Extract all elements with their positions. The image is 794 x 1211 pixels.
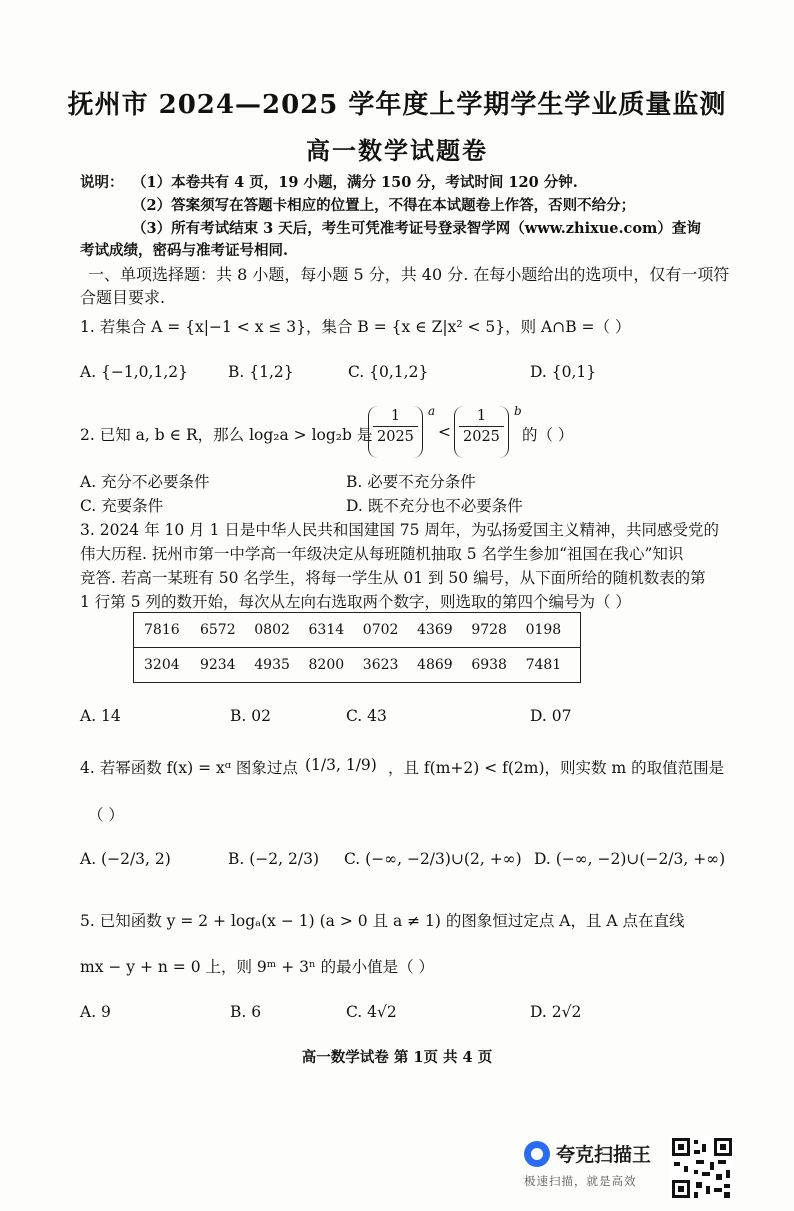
question-stem: 2. 已知 a, b ∈ R，那么 log₂a > log₂b 是 xyxy=(80,426,373,444)
scanner-brand: 夸克扫描王 xyxy=(556,1144,652,1166)
table-row xyxy=(134,648,581,683)
question-line: 5. 已知函数 y = 2 + logₐ(x − 1) (a > 0 且 a ≠ 1) 的图象恒过定点 A，且 A 点在直线 xyxy=(80,912,685,930)
answer-paren: （ ） xyxy=(88,806,124,824)
option-c: C. 43 xyxy=(346,707,387,725)
exponent-b: b xyxy=(514,404,522,418)
option-b: B. {1,2} xyxy=(228,363,294,381)
table-cell: 9728 xyxy=(471,613,525,648)
fraction-b xyxy=(454,406,509,458)
table-cell: 6314 xyxy=(309,613,363,648)
table-cell: 0802 xyxy=(254,613,308,648)
random-number-table xyxy=(133,612,581,683)
page-footer: 高一数学试卷 第 1页 共 4 页 xyxy=(301,1049,493,1066)
question-line: 竞答. 若高一某班有 50 名学生，将每一学生从 01 到 50 编号，从下面所给的随机数表的第 xyxy=(80,569,706,587)
option-a: A. 14 xyxy=(80,707,121,725)
instruction-4: 考试成绩，密码与准考证号相同. xyxy=(80,242,289,259)
question-line: mx − y + n = 0 上，则 9ᵐ + 3ⁿ 的最小值是（ ） xyxy=(80,958,435,976)
option-a: A. (−2/3, 2) xyxy=(80,850,171,868)
option-a: A. 充分不必要条件 xyxy=(80,473,210,491)
table-cell: 4369 xyxy=(417,613,471,648)
question-line: 1 行第 5 列的数开始，每次从左向右选取两个数字，则选取的第四个编号为（ ） xyxy=(80,593,631,611)
section-heading-cont: 合题目要求. xyxy=(80,288,166,307)
option-c: C. {0,1,2} xyxy=(348,363,429,381)
table-cell: 8200 xyxy=(309,648,363,683)
exam-subtitle: 高一数学试题卷 xyxy=(306,136,488,165)
table-cell: 0702 xyxy=(363,613,417,648)
table-cell: 6572 xyxy=(200,613,254,648)
option-d: D. 2√2 xyxy=(530,1003,582,1021)
question-stem: 1. 若集合 A = {x|−1 < x ≤ 3}，集合 B = {x ∈ Z|x² < 5}，则 A∩B =（ ） xyxy=(80,318,631,336)
fraction-numerator: 1 xyxy=(373,406,418,427)
option-a: A. {−1,0,1,2} xyxy=(80,363,188,381)
fraction-a xyxy=(368,406,423,458)
option-d: D. 07 xyxy=(530,707,572,725)
option-a: A. 9 xyxy=(80,1003,111,1021)
table-cell: 9234 xyxy=(200,648,254,683)
section-heading: 一、单项选择题：共 8 小题，每小题 5 分，共 40 分. 在每小题给出的选项中，仅有一项符 xyxy=(88,265,730,284)
question-line: 伟大历程. 抚州市第一中学高一年级决定从每班随机抽取 5 名学生参加“祖国在我心”知识 xyxy=(80,545,684,563)
question-stem: 4. 若幂函数 f(x) = xᵅ 图象过点 xyxy=(80,759,298,777)
question-tail: 的（ ） xyxy=(522,426,574,444)
option-c: C. (−∞, −2/3)∪(2, +∞) xyxy=(344,850,522,868)
question-line: 3. 2024 年 10 月 1 日是中华人民共和国建国 75 周年，为弘扬爱国主义精神，共同感受党的 xyxy=(80,521,719,539)
table-cell: 3204 xyxy=(134,648,200,683)
table-cell: 4869 xyxy=(417,648,471,683)
scanner-slogan: 极速扫描，就是高效 xyxy=(524,1174,637,1188)
less-than: < xyxy=(438,423,451,441)
question-stem-cont: ，且 f(m+2) < f(2m)，则实数 m 的取值范围是 xyxy=(388,759,725,777)
table-cell: 3623 xyxy=(363,648,417,683)
table-cell: 7481 xyxy=(526,648,581,683)
option-c: C. 4√2 xyxy=(346,1003,397,1021)
instructions-label: 说明： xyxy=(80,174,124,191)
option-b: B. 02 xyxy=(230,707,271,725)
option-d: D. {0,1} xyxy=(530,363,597,381)
table-cell: 6938 xyxy=(471,648,525,683)
instruction-1: （1）本卷共有 4 页，19 小题，满分 150 分，考试时间 120 分钟. xyxy=(132,174,578,191)
instruction-3: （3）所有考试结束 3 天后，考生可凭准考证号登录智学网（www.zhixue.com）查询 xyxy=(132,220,701,237)
exam-title: 抚州市 2024—2025 学年度上学期学生学业质量监测 xyxy=(67,90,727,120)
exponent-a: a xyxy=(428,404,436,418)
fraction-denominator: 2025 xyxy=(377,429,414,445)
scanner-logo-icon xyxy=(524,1141,550,1167)
qr-code-icon xyxy=(670,1136,734,1200)
option-b: B. 6 xyxy=(230,1003,262,1021)
option-d: D. (−∞, −2)∪(−2/3, +∞) xyxy=(534,850,726,868)
table-cell: 4935 xyxy=(254,648,308,683)
option-b: B. 必要不充分条件 xyxy=(346,473,476,491)
table-cell: 7816 xyxy=(134,613,200,648)
table-cell: 0198 xyxy=(526,613,581,648)
fraction-denominator: 2025 xyxy=(463,429,500,445)
option-c: C. 充要条件 xyxy=(80,497,164,515)
instruction-2: （2）答案须写在答题卡相应的位置上，不得在本试题卷上作答，否则不给分； xyxy=(132,197,636,214)
option-b: B. (−2, 2/3) xyxy=(228,850,319,868)
scanner-watermark xyxy=(524,1140,664,1200)
option-d: D. 既不充分也不必要条件 xyxy=(346,497,523,515)
fraction-numerator: 1 xyxy=(459,406,504,427)
point-coordinates: (1/3, 1/9) xyxy=(305,756,377,774)
table-row xyxy=(134,613,581,648)
